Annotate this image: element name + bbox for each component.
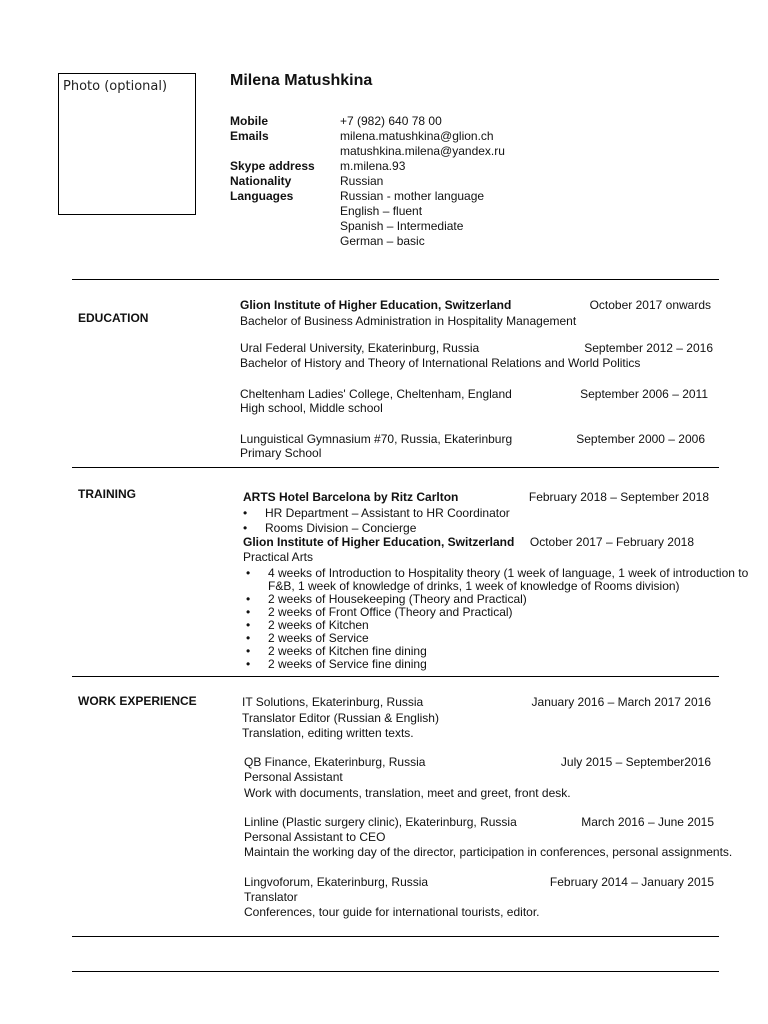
- work-date: March 2016 – June 2015: [581, 815, 714, 829]
- email-2: matushkina.milena@yandex.ru: [340, 144, 505, 158]
- photo-label: Photo (optional): [63, 79, 168, 94]
- education-school: Glion Institute of Higher Education, Switzerland: [240, 298, 512, 312]
- education-detail: Primary School: [240, 446, 322, 460]
- work-description: Conferences, tour guide for international tourists, editor.: [244, 905, 540, 919]
- mobile-value: +7 (982) 640 78 00: [340, 114, 442, 128]
- emails-label: Emails: [230, 129, 269, 143]
- email-1: milena.matushkina@glion.ch: [340, 129, 494, 143]
- work-role: Personal Assistant to CEO: [244, 830, 386, 844]
- training-org: ARTS Hotel Barcelona by Ritz Carlton: [243, 490, 459, 504]
- training-bullet: • 2 weeks of Front Office (Theory and Practical): [268, 605, 513, 619]
- work-role: Translator Editor (Russian & English): [242, 711, 439, 725]
- education-date: September 2012 – 2016: [584, 341, 713, 355]
- work-company: Lingvoforum, Ekaterinburg, Russia: [244, 875, 429, 889]
- work-description: Work with documents, translation, meet and greet, front desk.: [244, 786, 571, 800]
- work-title: WORK EXPERIENCE: [78, 694, 197, 708]
- nationality-value: Russian: [340, 174, 384, 188]
- training-subtitle: Practical Arts: [243, 550, 314, 564]
- training-bullet-continuation: F&B, 1 week of knowledge of drinks, 1 week of knowledge of Rooms division): [268, 579, 680, 593]
- work-date: July 2015 – September2016: [560, 755, 711, 769]
- education-school: Ural Federal University, Ekaterinburg, Russia: [240, 341, 480, 355]
- work-description: Maintain the working day of the director, participation in conferences, personal assignments.: [244, 845, 733, 859]
- work-date: January 2016 – March 2017 2016: [531, 695, 711, 709]
- nationality-label: Nationality: [230, 174, 292, 188]
- skype-value: m.milena.93: [340, 159, 406, 173]
- skype-label: Skype address: [230, 159, 315, 173]
- training-bullet: • 2 weeks of Kitchen fine dining: [268, 644, 427, 658]
- work-company: IT Solutions, Ekaterinburg, Russia: [242, 695, 424, 709]
- education-detail: Bachelor of History and Theory of International Relations and World Politics: [240, 356, 641, 370]
- section-divider: [72, 676, 719, 677]
- section-divider: [72, 467, 719, 468]
- education-detail: Bachelor of Business Administration in Hospitality Management: [240, 314, 577, 328]
- training-bullet: • HR Department – Assistant to HR Coordinator: [265, 506, 510, 520]
- training-bullet: • Rooms Division – Concierge: [265, 521, 416, 535]
- training-bullet: • 2 weeks of Housekeeping (Theory and Practical): [268, 592, 527, 606]
- work-description: Translation, editing written texts.: [242, 726, 414, 740]
- section-divider: [72, 936, 719, 937]
- language-item: English – fluent: [340, 204, 423, 218]
- work-date: February 2014 – January 2015: [549, 875, 714, 889]
- work-role: Personal Assistant: [244, 770, 343, 784]
- education-school: Cheltenham Ladies' College, Cheltenham, England: [240, 387, 512, 401]
- education-detail: High school, Middle school: [240, 401, 383, 415]
- training-bullet: • 2 weeks of Service: [268, 631, 369, 645]
- section-divider: [72, 971, 719, 972]
- education-school: Lunguistical Gymnasium #70, Russia, Ekaterinburg: [240, 432, 513, 446]
- photo-placeholder: [58, 73, 196, 215]
- work-company: Linline (Plastic surgery clinic), Ekaterinburg, Russia: [244, 815, 517, 829]
- education-date: October 2017 onwards: [589, 298, 711, 312]
- training-date: February 2018 – September 2018: [528, 490, 709, 504]
- training-date: October 2017 – February 2018: [529, 535, 694, 549]
- section-divider: [72, 279, 719, 280]
- languages-label: Languages: [230, 189, 294, 203]
- training-bullet: • 2 weeks of Service fine dining: [268, 657, 427, 671]
- education-date: September 2006 – 2011: [580, 387, 708, 401]
- training-bullet: • 2 weeks of Kitchen: [268, 618, 369, 632]
- mobile-label: Mobile: [230, 114, 268, 128]
- language-item: German – basic: [340, 234, 425, 248]
- education-date: September 2000 – 2006: [576, 432, 705, 446]
- work-role: Translator: [244, 890, 298, 904]
- work-company: QB Finance, Ekaterinburg, Russia: [244, 755, 426, 769]
- training-bullet: • 4 weeks of Introduction to Hospitality theory (1 week of language, 1 week of introduction to: [268, 566, 748, 580]
- education-title: EDUCATION: [78, 311, 149, 325]
- candidate-name: Milena Matushkina: [230, 72, 373, 89]
- training-org: Glion Institute of Higher Education, Switzerland: [243, 535, 515, 549]
- language-item: Spanish – Intermediate: [340, 219, 464, 233]
- training-title: TRAINING: [78, 487, 136, 501]
- language-item: Russian - mother language: [340, 189, 485, 203]
